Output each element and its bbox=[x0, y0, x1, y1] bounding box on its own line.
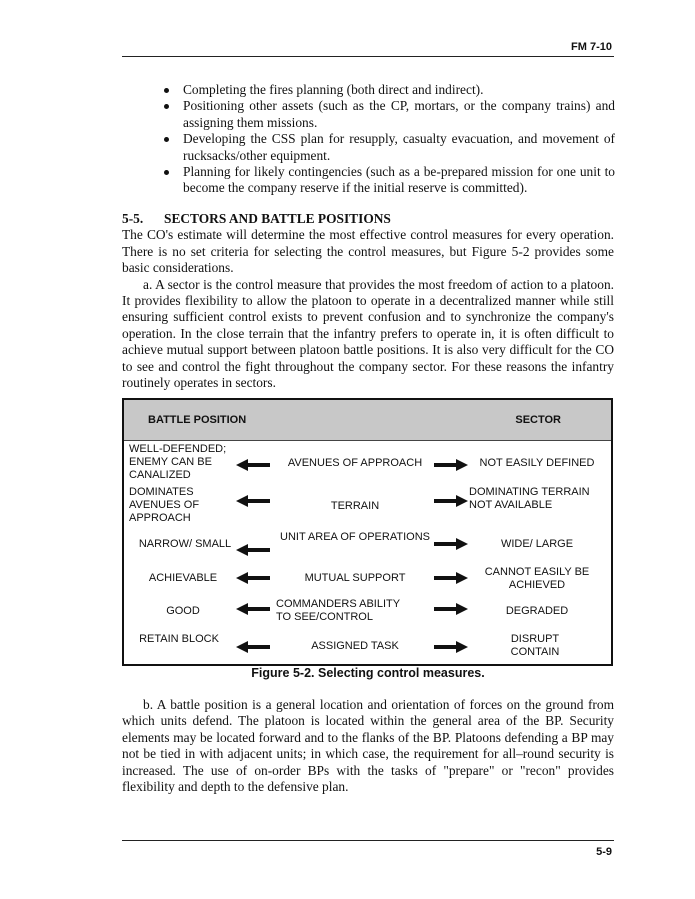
bullet-icon bbox=[164, 137, 169, 142]
factor-cell: TERRAIN bbox=[330, 500, 380, 512]
section-number: 5-5. bbox=[122, 211, 144, 226]
factor-cell: AVENUES OF APPROACH bbox=[287, 457, 423, 469]
figure-header bbox=[124, 400, 611, 441]
paragraph-a: a. A sector is the control measure that provides the most freedom of action to a platoon. It provides flexibility to allow the platoon to operate in a decentralized manner while still ensuring sufficient control exists to prevent confusion and to synchronize the company's operation. In the close terrain that the infantry prefers to operate in, it is often difficult to achieve mutual support between platoon battle positions. It is also very difficult for the CO to see and control the fight throughout the company sector. For these reasons the infantry routinely operates in sectors. bbox=[122, 276, 614, 391]
footer-rule bbox=[122, 840, 614, 841]
section-intro: The CO's estimate will determine the most effective control measures for every operation. There is no set criteria for selecting the control measures, but Figure 5-2 provides some basic considerations. bbox=[122, 227, 614, 276]
list-item: Positioning other assets (such as the CP, mortars, or the company trains) and assigning them missions. bbox=[155, 98, 615, 131]
battle-position-cell: GOOD bbox=[166, 605, 200, 617]
figure-caption: Figure 5-2. Selecting control measures. bbox=[251, 666, 485, 680]
section-title: SECTORS AND BATTLE POSITIONS bbox=[164, 211, 391, 226]
battle-position-cell: ACHIEVABLE bbox=[148, 572, 218, 584]
list-item: Completing the fires planning (both direct and indirect). bbox=[155, 82, 615, 98]
arrow-right-icon bbox=[434, 641, 468, 653]
arrow-left-icon bbox=[236, 641, 270, 653]
figure-control-measures bbox=[122, 398, 613, 666]
section-heading bbox=[122, 211, 614, 227]
header-battle-position: BATTLE POSITION bbox=[148, 414, 247, 426]
sector-cell: DEGRADED bbox=[505, 605, 569, 617]
bullet-icon bbox=[164, 170, 169, 175]
battle-position-cell: NARROW/ SMALL bbox=[138, 538, 232, 550]
factor-cell: MUTUAL SUPPORT bbox=[304, 572, 406, 584]
factor-cell: UNIT AREA OF OPERATIONS bbox=[280, 531, 430, 543]
battle-position-cell: DOMINATES AVENUES OF APPROACH bbox=[129, 486, 200, 524]
arrow-right-icon bbox=[434, 538, 468, 550]
bullet-list bbox=[155, 82, 615, 197]
header-sector: SECTOR bbox=[515, 414, 561, 426]
arrow-right-icon bbox=[434, 603, 468, 615]
sector-cell: CANNOT EASILY BE ACHIEVED bbox=[484, 566, 590, 591]
sector-cell: DISRUPT CONTAIN bbox=[510, 633, 560, 658]
sector-cell: DOMINATING TERRAIN NOT AVAILABLE bbox=[469, 486, 590, 511]
arrow-left-icon bbox=[236, 495, 270, 507]
arrow-right-icon bbox=[434, 572, 468, 584]
header-rule bbox=[122, 56, 614, 57]
arrow-left-icon bbox=[236, 603, 270, 615]
sector-cell: WIDE/ LARGE bbox=[500, 538, 574, 550]
arrow-left-icon bbox=[236, 544, 270, 556]
list-item: Planning for likely contingencies (such as a be-prepared mission for one unit to become the company reserve if the initial reserve is committed). bbox=[155, 164, 615, 197]
sector-cell: NOT EASILY DEFINED bbox=[479, 457, 595, 469]
battle-position-cell: RETAIN BLOCK bbox=[139, 633, 219, 645]
list-item: Developing the CSS plan for resupply, casualty evacuation, and movement of rucksacks/other equipment. bbox=[155, 131, 615, 164]
arrow-right-icon bbox=[434, 495, 468, 507]
paragraph-b: b. A battle position is a general location and orientation of forces on the ground from which units defend. The platoon is located within the general area of the BP. Security elements may be located forward and to the flanks of the BP. Platoons defending a BP may not be tied in with adjacent units; in which case, the requirement for all–round security is increased. The use of on-order BPs with the tasks of "prepare" or "recon" provides flexibility and depth to the defensive plan. bbox=[122, 697, 614, 795]
factor-cell: ASSIGNED TASK bbox=[311, 640, 399, 652]
running-head: FM 7-10 bbox=[571, 41, 612, 53]
arrow-right-icon bbox=[434, 459, 468, 471]
arrow-left-icon bbox=[236, 572, 270, 584]
section-5-5 bbox=[122, 211, 614, 391]
page-number: 5-9 bbox=[596, 846, 612, 858]
arrow-left-icon bbox=[236, 459, 270, 471]
bullet-icon bbox=[164, 88, 169, 93]
bullet-icon bbox=[164, 104, 169, 109]
factor-cell: COMMANDERS ABILITY TO SEE/CONTROL bbox=[276, 598, 400, 623]
battle-position-cell: WELL-DEFENDED; ENEMY CAN BE CANALIZED bbox=[129, 443, 227, 481]
